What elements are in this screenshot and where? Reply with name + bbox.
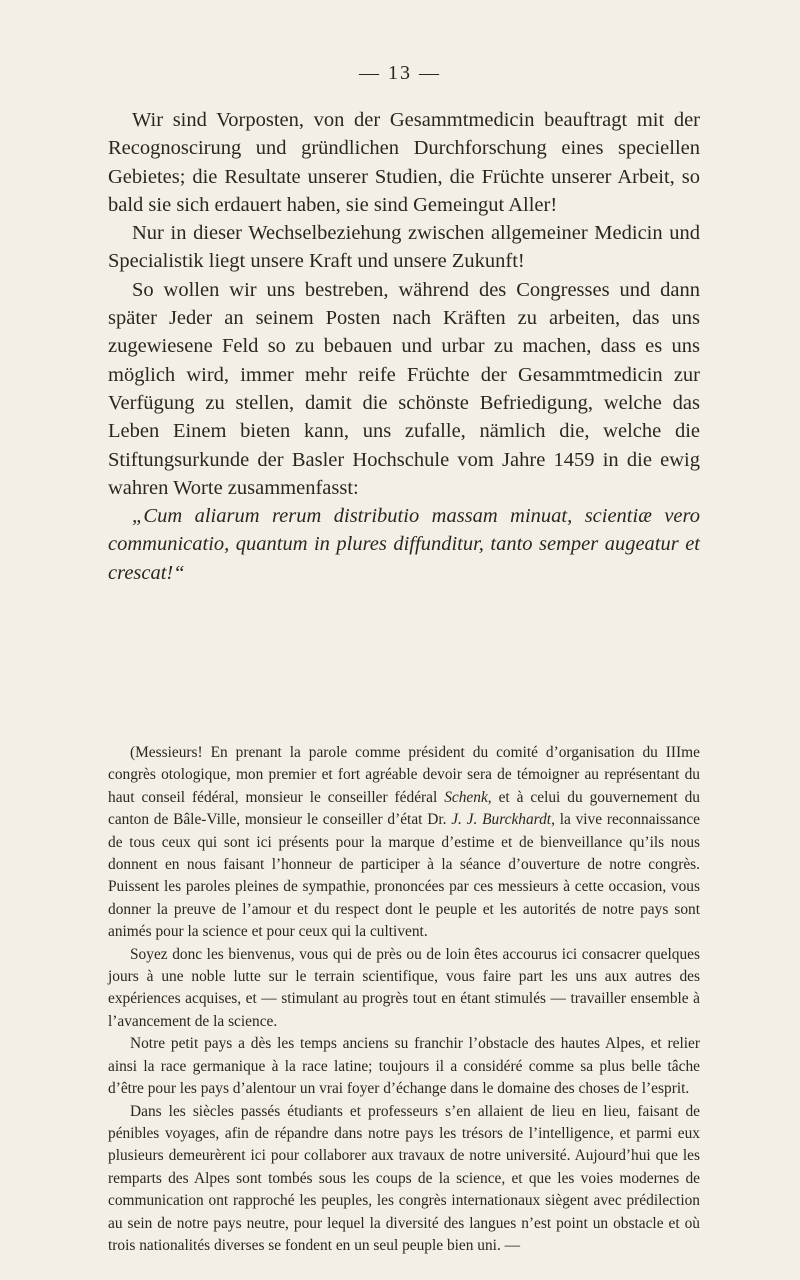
latin-quotation: „Cum aliarum rerum distributio massam minuat, scientiæ vero communicatio, quantum in plures diffunditur, tanto semper augeatur et crescat!“: [108, 505, 700, 584]
german-speech-text: [108, 106, 700, 587]
text-run: , la vive reconnaissance de tous ceux qui sont ici présents pour la marque d’estime et de bienveillance qu’ils nous donnent en nous faisant l’honneur de participer à la séance d’ouverture de notre congrès. Puissent les paroles pleines de sympathie, prononcées par ces messieurs à cette occasion, vous donner la preuve de l’amour et du respect dont le peuple et les autorités de notre pays sont animés pour la science et pour ceux qui la cultivent.: [108, 811, 700, 941]
text-run: (Messieurs! En prenant la parole comme président du comité d’organisation du IIIme congrès otologique, mon premier et fort agréable devoir sera de témoigner au représentant du haut conseil fédéral, monsieur le conseiller fédéral: [108, 744, 700, 806]
paragraph: Notre petit pays a dès les temps anciens su franchir l’obstacle des hautes Alpes, et relier ainsi la race germanique à la race latine; toujours il a considéré comme sa plus belle tâche d’être pour les pays d’alentour un vrai foyer d’échange dans le domaine des choses de l’esprit.: [108, 1035, 700, 1098]
person-name: J. J. Burckhardt: [451, 811, 552, 829]
paragraph: [108, 742, 700, 944]
paragraph: Nur in dieser Wechselbeziehung zwischen allgemeiner Medicin und Specialistik liegt unsere Kraft und unsere Zukunft!: [108, 222, 700, 273]
french-speech-text: [108, 742, 700, 1257]
paragraph: Dans les siècles passés étudiants et professeurs s’en allaient de lieu en lieu, faisant de pénibles voyages, afin de répandre dans notre pays les trésors de l’intelligence, et parmi eux plusieurs demeurèrent ici pour collaborer aux travaux de notre université. Aujourd’hui que les remparts des Alpes sont tombés sous les coups de la science, et que les voies modernes de communication ont rapproché les peuples, les congrès internationaux siègent avec prédilection au sein de notre pays neutre, pour lequel la diversité des langues n’est point un obstacle et où trois nationalités diverses se fondent en un seul peuple bien uni. —: [108, 1102, 700, 1254]
person-name: Schenk: [444, 788, 488, 806]
text-run: , et à celui du gouvernement du canton de Bâle-Ville, monsieur le conseiller d’état Dr.: [108, 788, 700, 829]
paragraph: Soyez donc les bienvenus, vous qui de près ou de loin êtes accourus ici consacrer quelques jours à une noble lutte sur le terrain scientifique, vous faire part les uns aux autres des expériences acquises, et — stimulant au progrès tout en étant stimulés — travailler ensemble à l’avancement de la science.: [108, 945, 700, 1030]
paragraph: So wollen wir uns bestreben, während des Congresses und dann später Jeder an seinem Posten nach Kräften zu arbeiten, das uns zugewiesene Feld so zu bebauen und urbar zu machen, dass es uns möglich wird, immer mehr reife Früchte der Gesammtmedicin zur Verfügung zu stellen, damit die schönste Befriedigung, welche das Leben Einem bieten kann, uns zufalle, nämlich die, welche die Stiftungsurkunde der Basler Hochschule vom Jahre 1459 in die ewig wahren Worte zusammenfasst:: [108, 278, 700, 499]
page-number: — 13 —: [359, 62, 441, 84]
paragraph: Wir sind Vorposten, von der Gesammtmedicin beauftragt mit der Recognoscirung und gründlichen Durchforschung eines speciellen Gebietes; die Resultate unserer Studien, die Früchte unserer Arbeit, so bald sie sich erdauert haben, sie sind Gemeingut Aller!: [108, 109, 700, 216]
